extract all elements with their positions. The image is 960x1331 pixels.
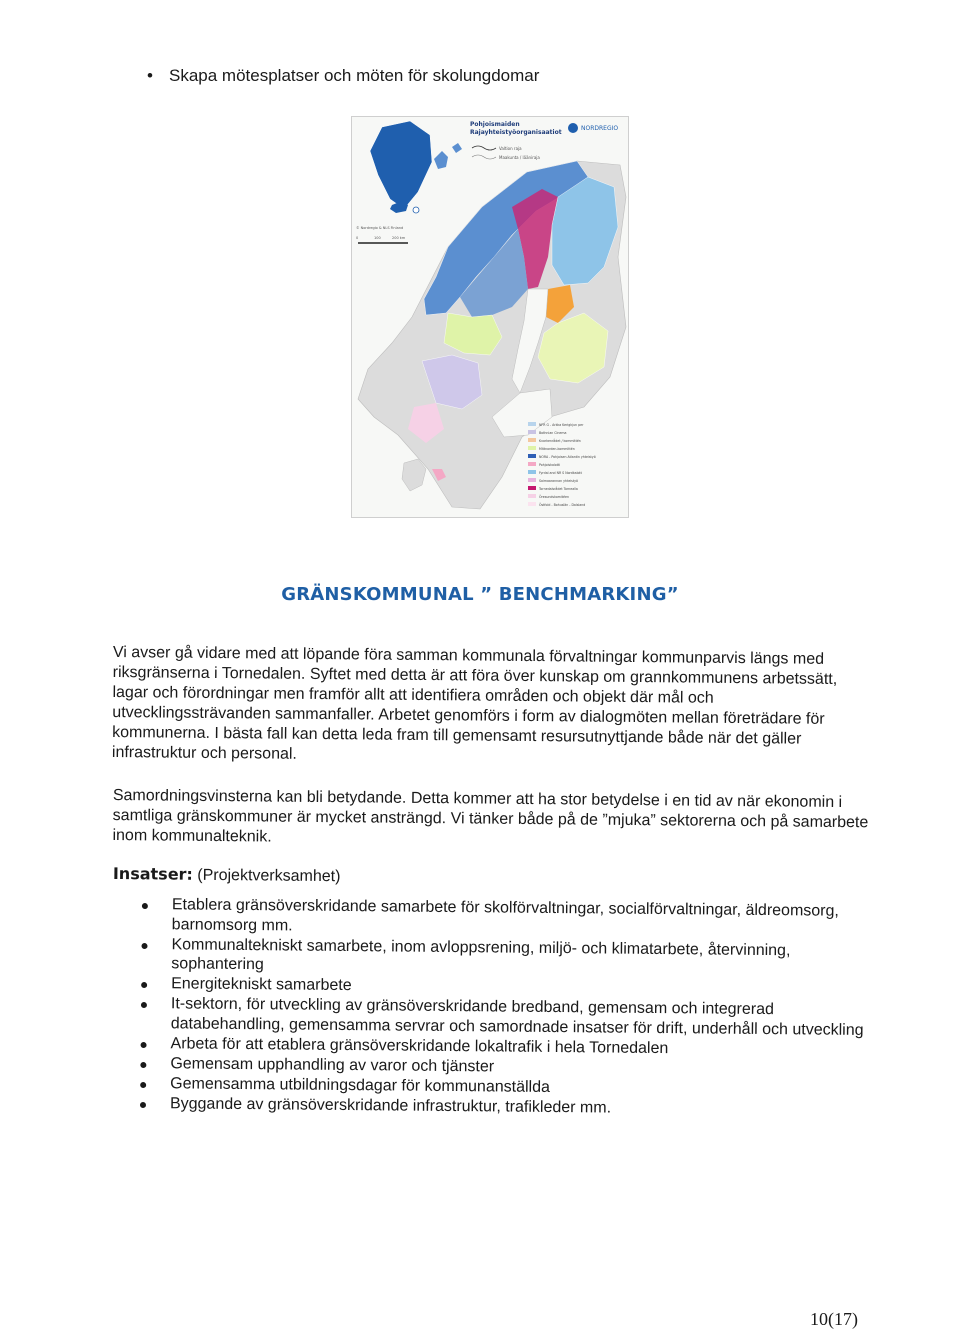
legend-swatch-1	[528, 430, 536, 434]
legend-swatch-10	[528, 502, 536, 506]
nordic-cross-border-map	[352, 117, 628, 517]
section-title: GRÄNSKOMMUNAL ” BENCHMARKING”	[281, 584, 679, 605]
top-bullet-item	[147, 66, 539, 86]
legend-label-9: Öresundskomitéen	[539, 495, 569, 499]
scale-tick-2: 200 km	[392, 236, 406, 240]
legend-label-2: Kvarkenrådet / kommittén	[539, 439, 581, 443]
list-item: Arbeta för att etablera gränsöverskridande lokaltrafik i hela Tornedalen	[138, 1033, 868, 1060]
scale-tick-1: 100	[374, 236, 381, 240]
legend-label-5: Pohjoiskalotti	[539, 463, 561, 467]
list-item: It-sektorn, för utveckling av gränsöverskridande bredband, gemensam och integrerad databehandling, gemensamma servrar och samordnade insatser för drift, underhåll och utveckling	[139, 994, 869, 1040]
legend-label-3: Mittnorden-kommittén	[539, 447, 575, 451]
top-bullet-text: Skapa mötesplatser och möten för skolungdomar	[169, 66, 540, 85]
legend-swatch-7	[528, 478, 536, 482]
legend-swatch-6	[528, 470, 536, 474]
map-logo-text: NORDREGIO	[581, 125, 619, 132]
nordregio-logo-icon	[568, 123, 578, 133]
page-number: 10(17)	[810, 1309, 858, 1329]
paragraph-samordning: Samordningsvinsterna kan bli betydande. Detta kommer att ha stor betydelse i en tid av när ekonomin i samtliga gränskommuner är mycket ansträngd. Vi tänker både på de ”mjuka” sektorerna och på samarbete inom kommunalteknik.	[112, 786, 869, 846]
list-item: Gemensam upphandling av varor och tjänster	[138, 1053, 868, 1080]
legend-label-10: Östfold - Bohuslän - Dalsland	[539, 503, 586, 507]
legend-swatch-8	[528, 486, 536, 490]
scale-tick-0: 0	[356, 236, 359, 240]
insatser-suffix: (Projektverksamhet)	[192, 866, 341, 886]
legend-swatch-0	[528, 422, 536, 426]
list-item: Etablera gränsöverskridande samarbete för skolförvaltningar, socialförvaltningar, äldreomsorg, barnomsorg mm.	[140, 895, 870, 941]
map-title-line2: Rajayhteistyöorganisaatiot	[470, 129, 562, 136]
legend-swatch-4	[528, 454, 536, 458]
map-region-faroe	[413, 207, 419, 213]
list-item: Byggande av gränsöverskridande infrastruktur, trafikleder mm.	[138, 1093, 868, 1120]
legend-swatch-5	[528, 462, 536, 466]
legend-swatch-9	[528, 494, 536, 498]
insatser-label: Insatser:	[112, 864, 193, 884]
legend-label-7: Saimaarannan yhteistyö	[539, 479, 578, 483]
legend-label-8: Tornedalsrådet Tornealla	[539, 487, 578, 491]
paragraph-benchmarking: Vi avser gå vidare med att löpande föra samman kommunala förvaltningar kommunparvis längs med riksgränserna i Tornedalen. Syftet med detta är att föra över kunskap om grannkommunens arbetssätt, lagar och förordningar men framför allt att identifiera områden och objekt där mål och utvecklingssträvanden sammanfaller. Arbetet genomförs i form av dialogmöten mellan företrädare för kommunerna. I bästa fall kan detta leda fram till gemensamt resursutnyttjande både när det gäller infrastruktur och personal.	[111, 643, 838, 763]
legend-label-4: NORA - Pohjoisen Atlantin yhteistyö	[539, 455, 596, 459]
insatser-list	[138, 895, 870, 1120]
bullet-dot: •	[147, 66, 153, 85]
list-item: Kommunaltekniskt samarbete, inom avloppsrening, miljö- och klimatarbete, återvinning, sophantering	[139, 934, 869, 980]
scale-caption: © Nordregio & NLS Finland	[356, 226, 404, 230]
legend-label-0: NFR G - Arkka Kerigkjun per	[539, 423, 584, 427]
map-figure	[351, 116, 629, 518]
list-item: Energitekniskt samarbete	[139, 974, 869, 1001]
map-title-line1: Pohjoismaiden	[470, 121, 520, 128]
list-item: Gemensamma utbildningsdagar för kommunanställda	[138, 1073, 868, 1100]
legend-swatch-2	[528, 438, 536, 442]
legend-swatch-3	[528, 446, 536, 450]
insatser-heading	[113, 864, 341, 886]
legend-label-6: Fyrdal and NR S Nordkalott	[539, 471, 582, 475]
map-legend-line1: Valtion raja	[499, 146, 522, 151]
legend-label-1: Bothnian Cinema	[539, 431, 567, 435]
map-legend-line2: Maakunta / lääniraja	[499, 155, 540, 160]
